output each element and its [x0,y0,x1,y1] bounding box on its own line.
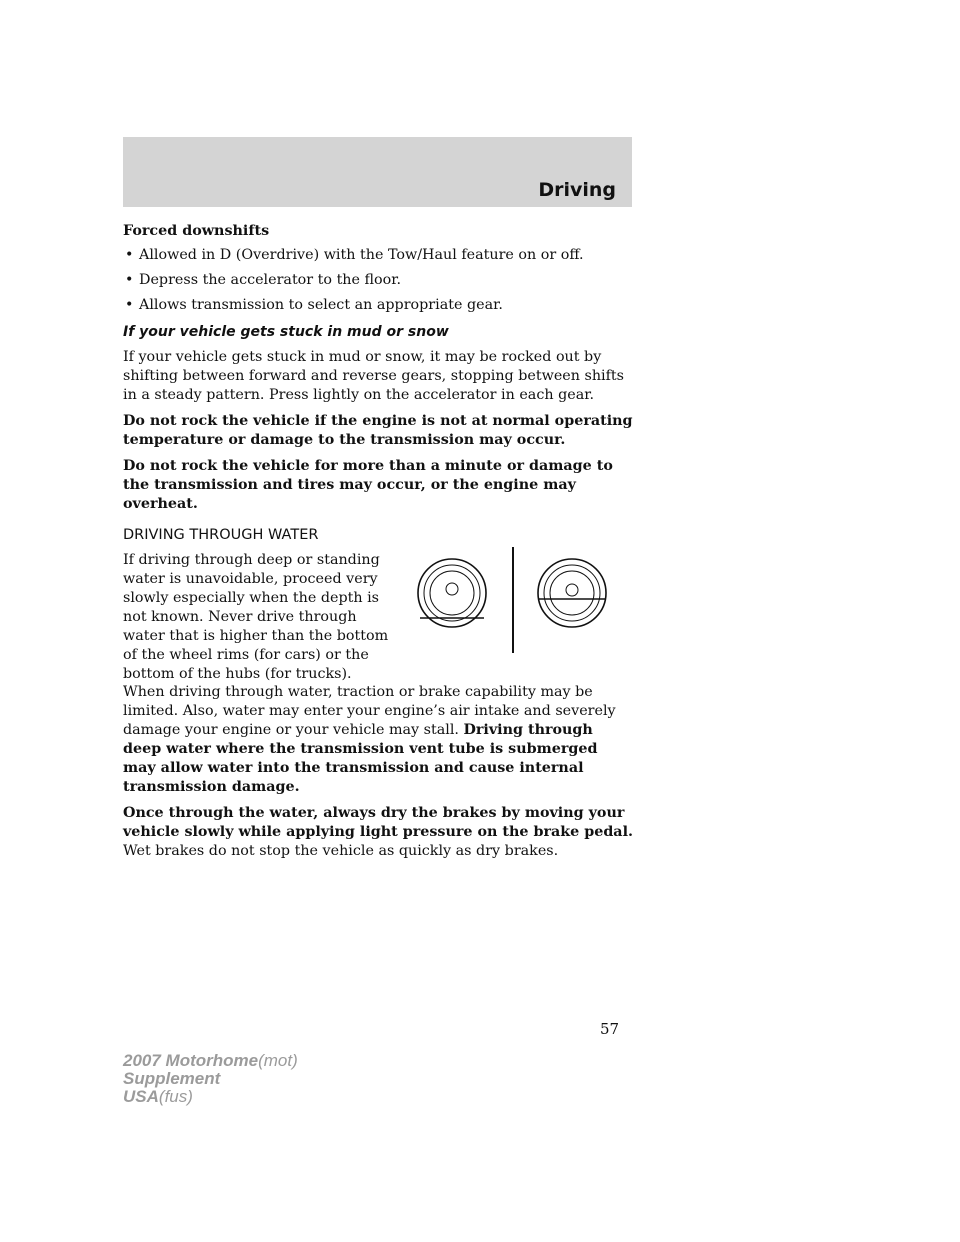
wheel-depth-illustration [415,537,615,657]
page-content [123,222,635,868]
bullet-item: • Allows transmission to select an appropriate gear. [125,297,503,313]
bullet-icon: • [125,247,134,263]
water-para-2: When driving through water, traction or brake capability may be limited. Also, water may enter your engine’s air intake and severely damage your engine or your vehicle may stall. Driving through deep water where the transmission vent tube is submerged may allow water into the transmission and cause internal transmission damage. [123,684,616,795]
header-band [123,137,632,207]
footer-doc-id: 2007 Motorhome(mot) Supplement USA(fus) [123,1051,298,1106]
bullet-icon: • [125,297,134,313]
truck-wheel-icon [538,559,606,627]
bullet-item: • Depress the accelerator to the floor. [125,272,402,288]
stuck-body: If your vehicle gets stuck in mud or snow, it may be rocked out by shifting between forward and reverse gears, stopping between shifts in a steady pattern. Press lightly on the accelerator in each gear. [123,349,624,403]
stuck-warning-duration: Do not rock the vehicle for more than a minute or damage to the transmission and tires may occur, or the engine may overheat. [123,458,613,512]
stuck-warning-temperature: Do not rock the vehicle if the engine is not at normal operating temperature or damage to the transmission may occur. [123,413,633,448]
bullet-icon: • [125,272,134,288]
bullet-item: • Allowed in D (Overdrive) with the Tow/Haul feature on or off. [125,247,584,263]
water-para-3: Once through the water, always dry the brakes by moving your vehicle slowly while applying light pressure on the brake pedal. Wet brakes do not stop the vehicle as quickly as dry brakes. [123,805,633,859]
water-intro: If driving through deep or standing water is unavoidable, proceed very slowly especially when the depth is not known. Never drive through water that is higher than the bottom of the wheel rims (for cars) or the bottom of the hubs (for trucks). [123,552,389,682]
car-wheel-icon [418,559,486,627]
stuck-heading: If your vehicle gets stuck in mud or snow [123,324,449,340]
page-number: 57 [600,1020,620,1038]
water-intro-block [123,551,635,682]
water-heading: DRIVING THROUGH WATER [123,527,319,543]
forced-downshifts-heading: Forced downshifts [123,223,270,239]
section-title: Driving [538,179,616,201]
